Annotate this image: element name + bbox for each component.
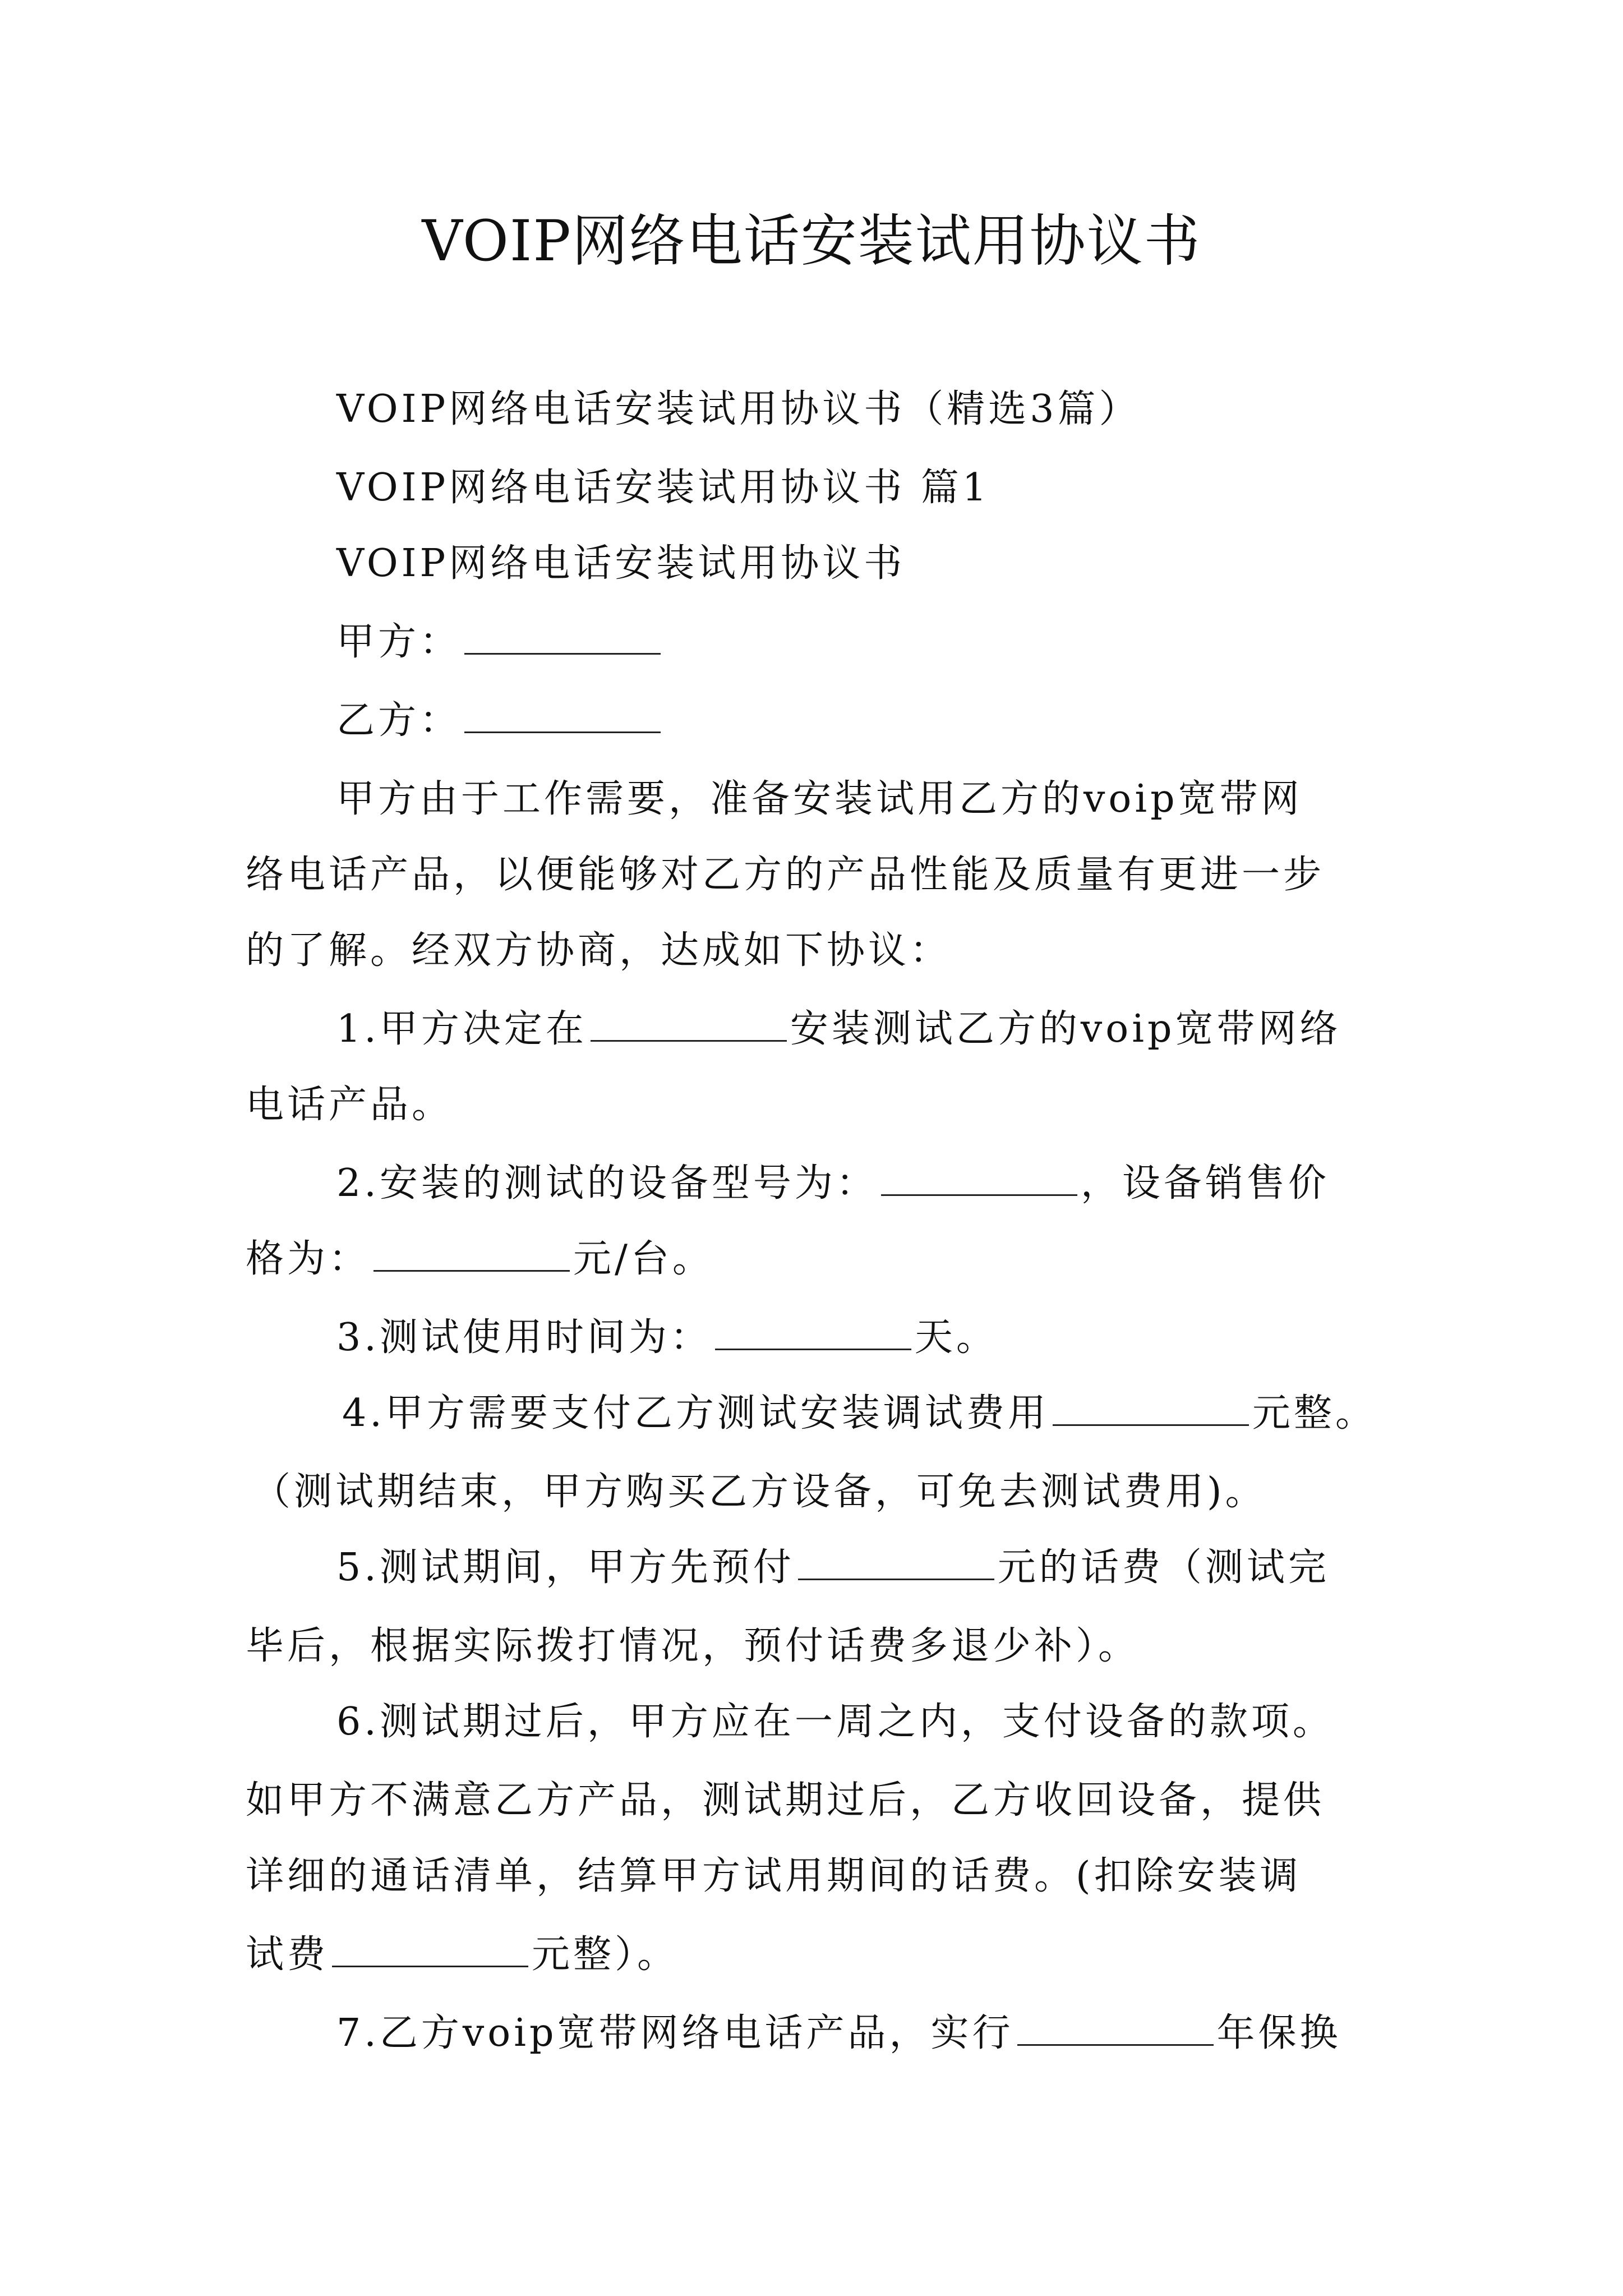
intro-title: VOIP网络电话安装试用协议书（精选3篇） bbox=[336, 387, 1141, 431]
clause-6-line-2: 如甲方不满意乙方产品，测试期过后，乙方收回设备，提供 bbox=[246, 1778, 1325, 1823]
clause-6-text-d: 试费 bbox=[246, 1932, 329, 1977]
clause-5-line-1 bbox=[336, 1540, 1330, 1596]
clause-6-blank bbox=[332, 1932, 528, 1967]
clause-1-text-a: 1.甲方决定在 bbox=[336, 1007, 587, 1051]
clause-2-line-1 bbox=[336, 1156, 1330, 1212]
clause-3-text-b: 天。 bbox=[914, 1315, 998, 1360]
document-title: VOIP网络电话安装试用协议书 bbox=[422, 208, 1201, 274]
preamble-line-1: 甲方由于工作需要，准备安装试用乙方的voip宽带网 bbox=[336, 777, 1303, 821]
clause-4-line-2: （测试期结束，甲方购买乙方设备，可免去测试费用)。 bbox=[252, 1470, 1267, 1514]
clause-6-line-3: 详细的通话清单，结算甲方试用期间的话费。(扣除安装调 bbox=[246, 1854, 1302, 1898]
clause-6-text-e: 元整）。 bbox=[532, 1932, 679, 1977]
clause-6-line-4 bbox=[246, 1927, 679, 1983]
section-heading: VOIP网络电话安装试用协议书 篇1 bbox=[336, 466, 990, 510]
clause-2-text-b: ，设备销售价 bbox=[1080, 1161, 1330, 1205]
clause-2-text-d: 元/台。 bbox=[573, 1237, 714, 1281]
clause-3-line bbox=[336, 1310, 998, 1366]
clause-6-line-1: 6.测试期过后，甲方应在一周之内，支付设备的款项。 bbox=[336, 1700, 1334, 1744]
clause-4-line-1 bbox=[342, 1386, 1377, 1442]
clause-2-line-2 bbox=[246, 1231, 714, 1287]
party-a-blank bbox=[464, 619, 661, 655]
clause-7-line-1 bbox=[336, 2005, 1341, 2062]
clause-2-text-c: 格为： bbox=[246, 1237, 371, 1281]
preamble-line-3: 的了解。经双方协商，达成如下协议： bbox=[246, 928, 952, 973]
clause-2-blank-model bbox=[881, 1161, 1077, 1196]
clause-3-text-a: 3.测试使用时间为： bbox=[336, 1315, 712, 1360]
party-a-label: 甲方： bbox=[336, 620, 462, 664]
clause-4-blank bbox=[1053, 1391, 1249, 1426]
clause-7-blank bbox=[1017, 2010, 1214, 2046]
clause-5-line-2: 毕后，根据实际拨打情况，预付话费多退少补）。 bbox=[246, 1624, 1140, 1668]
clause-3-blank bbox=[715, 1315, 911, 1350]
clause-2-text-a: 2.安装的测试的设备型号为： bbox=[336, 1161, 878, 1205]
clause-5-text-a: 5.测试期间，甲方先预付 bbox=[336, 1545, 795, 1590]
sub-title: VOIP网络电话安装试用协议书 bbox=[336, 541, 906, 586]
clause-1-line-2: 电话产品。 bbox=[246, 1083, 454, 1127]
clause-4-text-a: 4.甲方需要支付乙方测试安装调试费用 bbox=[342, 1391, 1049, 1435]
clause-1-blank bbox=[591, 1006, 787, 1042]
preamble-line-2: 络电话产品，以便能够对乙方的产品性能及质量有更进一步 bbox=[246, 853, 1325, 897]
clause-1-line-1 bbox=[336, 1001, 1341, 1057]
clause-5-text-b: 元的话费（测试完 bbox=[997, 1545, 1330, 1590]
clause-7-text-b: 年保换 bbox=[1216, 2011, 1341, 2055]
clause-4-text-b: 元整。 bbox=[1252, 1391, 1377, 1435]
clause-7-text-a: 7.乙方voip宽带网络电话产品，实行 bbox=[336, 2011, 1014, 2055]
clause-5-blank bbox=[798, 1545, 994, 1580]
party-b-blank bbox=[464, 698, 661, 733]
party-b-label: 乙方： bbox=[336, 698, 462, 743]
party-a-line bbox=[336, 614, 664, 670]
party-b-line bbox=[336, 693, 664, 749]
clause-1-text-b: 安装测试乙方的voip宽带网络 bbox=[790, 1007, 1341, 1051]
clause-2-blank-price bbox=[374, 1236, 570, 1272]
